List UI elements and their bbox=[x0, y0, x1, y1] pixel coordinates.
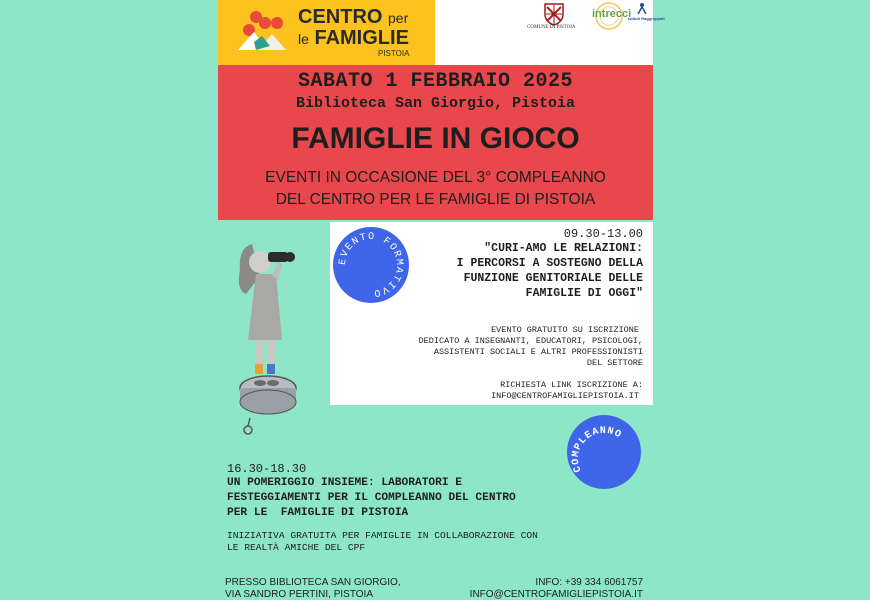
event2-desc-line1: INIZIATIVA GRATUITA PER FAMIGLIE IN COLLABORAZIONE CON bbox=[227, 530, 538, 541]
event1-desc-line2: DEDICATO A INSEGNANTI, EDUCATORI, PSICOLOGI, bbox=[418, 336, 643, 346]
event1-title-line2: I PERCORSI A SOSTEGNO DELLA bbox=[456, 257, 643, 270]
event-date: SABATO 1 FEBBRAIO 2025 bbox=[297, 70, 574, 93]
footer-email: INFO@CENTROFAMIGLIEPISTOIA.IT bbox=[469, 589, 643, 600]
logo-line1-small: per bbox=[388, 10, 409, 26]
event1-desc-line1: EVENTO GRATUITO SU ISCRIZIONE bbox=[491, 325, 639, 335]
comune-label: COMUNE DI PISTOIA bbox=[527, 25, 576, 30]
event1-title-line1: "CURI-AMO LE RELAZIONI: bbox=[484, 242, 643, 255]
istituti-logo-icon bbox=[636, 2, 648, 14]
intrecci-label: intrecci bbox=[592, 8, 632, 20]
svg-text:EVENTO FORMATIVO bbox=[338, 232, 404, 298]
event1-link-email: INFO@CENTROFAMIGLIEPISTOIA.IT bbox=[491, 391, 639, 401]
event1-title-line4: FAMIGLIE DI OGGI" bbox=[525, 287, 643, 300]
family-logo-icon bbox=[234, 6, 290, 56]
event2-title-line3: PER LE FAMIGLIE DI PISTOIA bbox=[227, 507, 409, 519]
logo-line2: FAMIGLIE bbox=[314, 27, 409, 49]
event-title: FAMIGLIE IN GIOCO bbox=[291, 122, 580, 155]
compleanno-text: COMPLEANNO bbox=[570, 425, 624, 474]
poster bbox=[218, 0, 665, 600]
header-panel bbox=[218, 65, 653, 220]
logo-box bbox=[218, 0, 435, 65]
comune-crest-icon bbox=[542, 2, 566, 26]
partner-logos bbox=[435, 0, 665, 65]
istituti-label: Istituti Raggruppati bbox=[628, 16, 665, 21]
event2-title-line2: FESTEGGIAMENTI PER IL COMPLEANNO DEL CENTRO bbox=[227, 492, 516, 504]
logo-line1: CENTRO bbox=[298, 6, 383, 28]
footer-address-line1: PRESSO BIBLIOTECA SAN GIORGIO, bbox=[225, 577, 401, 588]
footer-phone: INFO: +39 334 6061757 bbox=[535, 577, 643, 588]
event-subtitle-line2: DEL CENTRO PER LE FAMIGLIE DI PISTOIA bbox=[275, 191, 596, 208]
logo-line3: PISTOIA bbox=[378, 49, 410, 58]
footer-address-line2: VIA SANDRO PERTINI, PISTOIA bbox=[225, 589, 374, 600]
event2-time: 16.30-18.30 bbox=[227, 462, 307, 476]
event1-title-line3: FUNZIONE GENITORIALE DELLE bbox=[463, 272, 643, 285]
event1-desc-line3: ASSISTENTI SOCIALI E ALTRI PROFESSIONISTI bbox=[433, 347, 643, 357]
event2-desc-line2: LE REALTÀ AMICHE DEL CPF bbox=[227, 542, 366, 553]
event1-desc-line4: DEL SETTORE bbox=[586, 358, 643, 368]
svg-text:COMPLEANNO bbox=[571, 426, 623, 474]
child-binoculars-image bbox=[230, 240, 310, 440]
evento-formativo-badge bbox=[333, 227, 409, 303]
event-subtitle-line1: EVENTI IN OCCASIONE DEL 3° COMPLEANNO bbox=[265, 169, 606, 186]
event-venue: Biblioteca San Giorgio, Pistoia bbox=[295, 95, 576, 112]
event2-title-line1: UN POMERIGGIO INSIEME: LABORATORI E bbox=[227, 477, 462, 489]
compleanno-badge bbox=[567, 415, 641, 489]
event1-time: 09.30-13.00 bbox=[563, 227, 643, 241]
logo-line2-prefix: le bbox=[298, 31, 309, 47]
evento-formativo-text: EVENTO FORMATIVO bbox=[337, 231, 405, 299]
event1-link-label: RICHIESTA LINK ISCRIZIONE A: bbox=[500, 380, 643, 390]
